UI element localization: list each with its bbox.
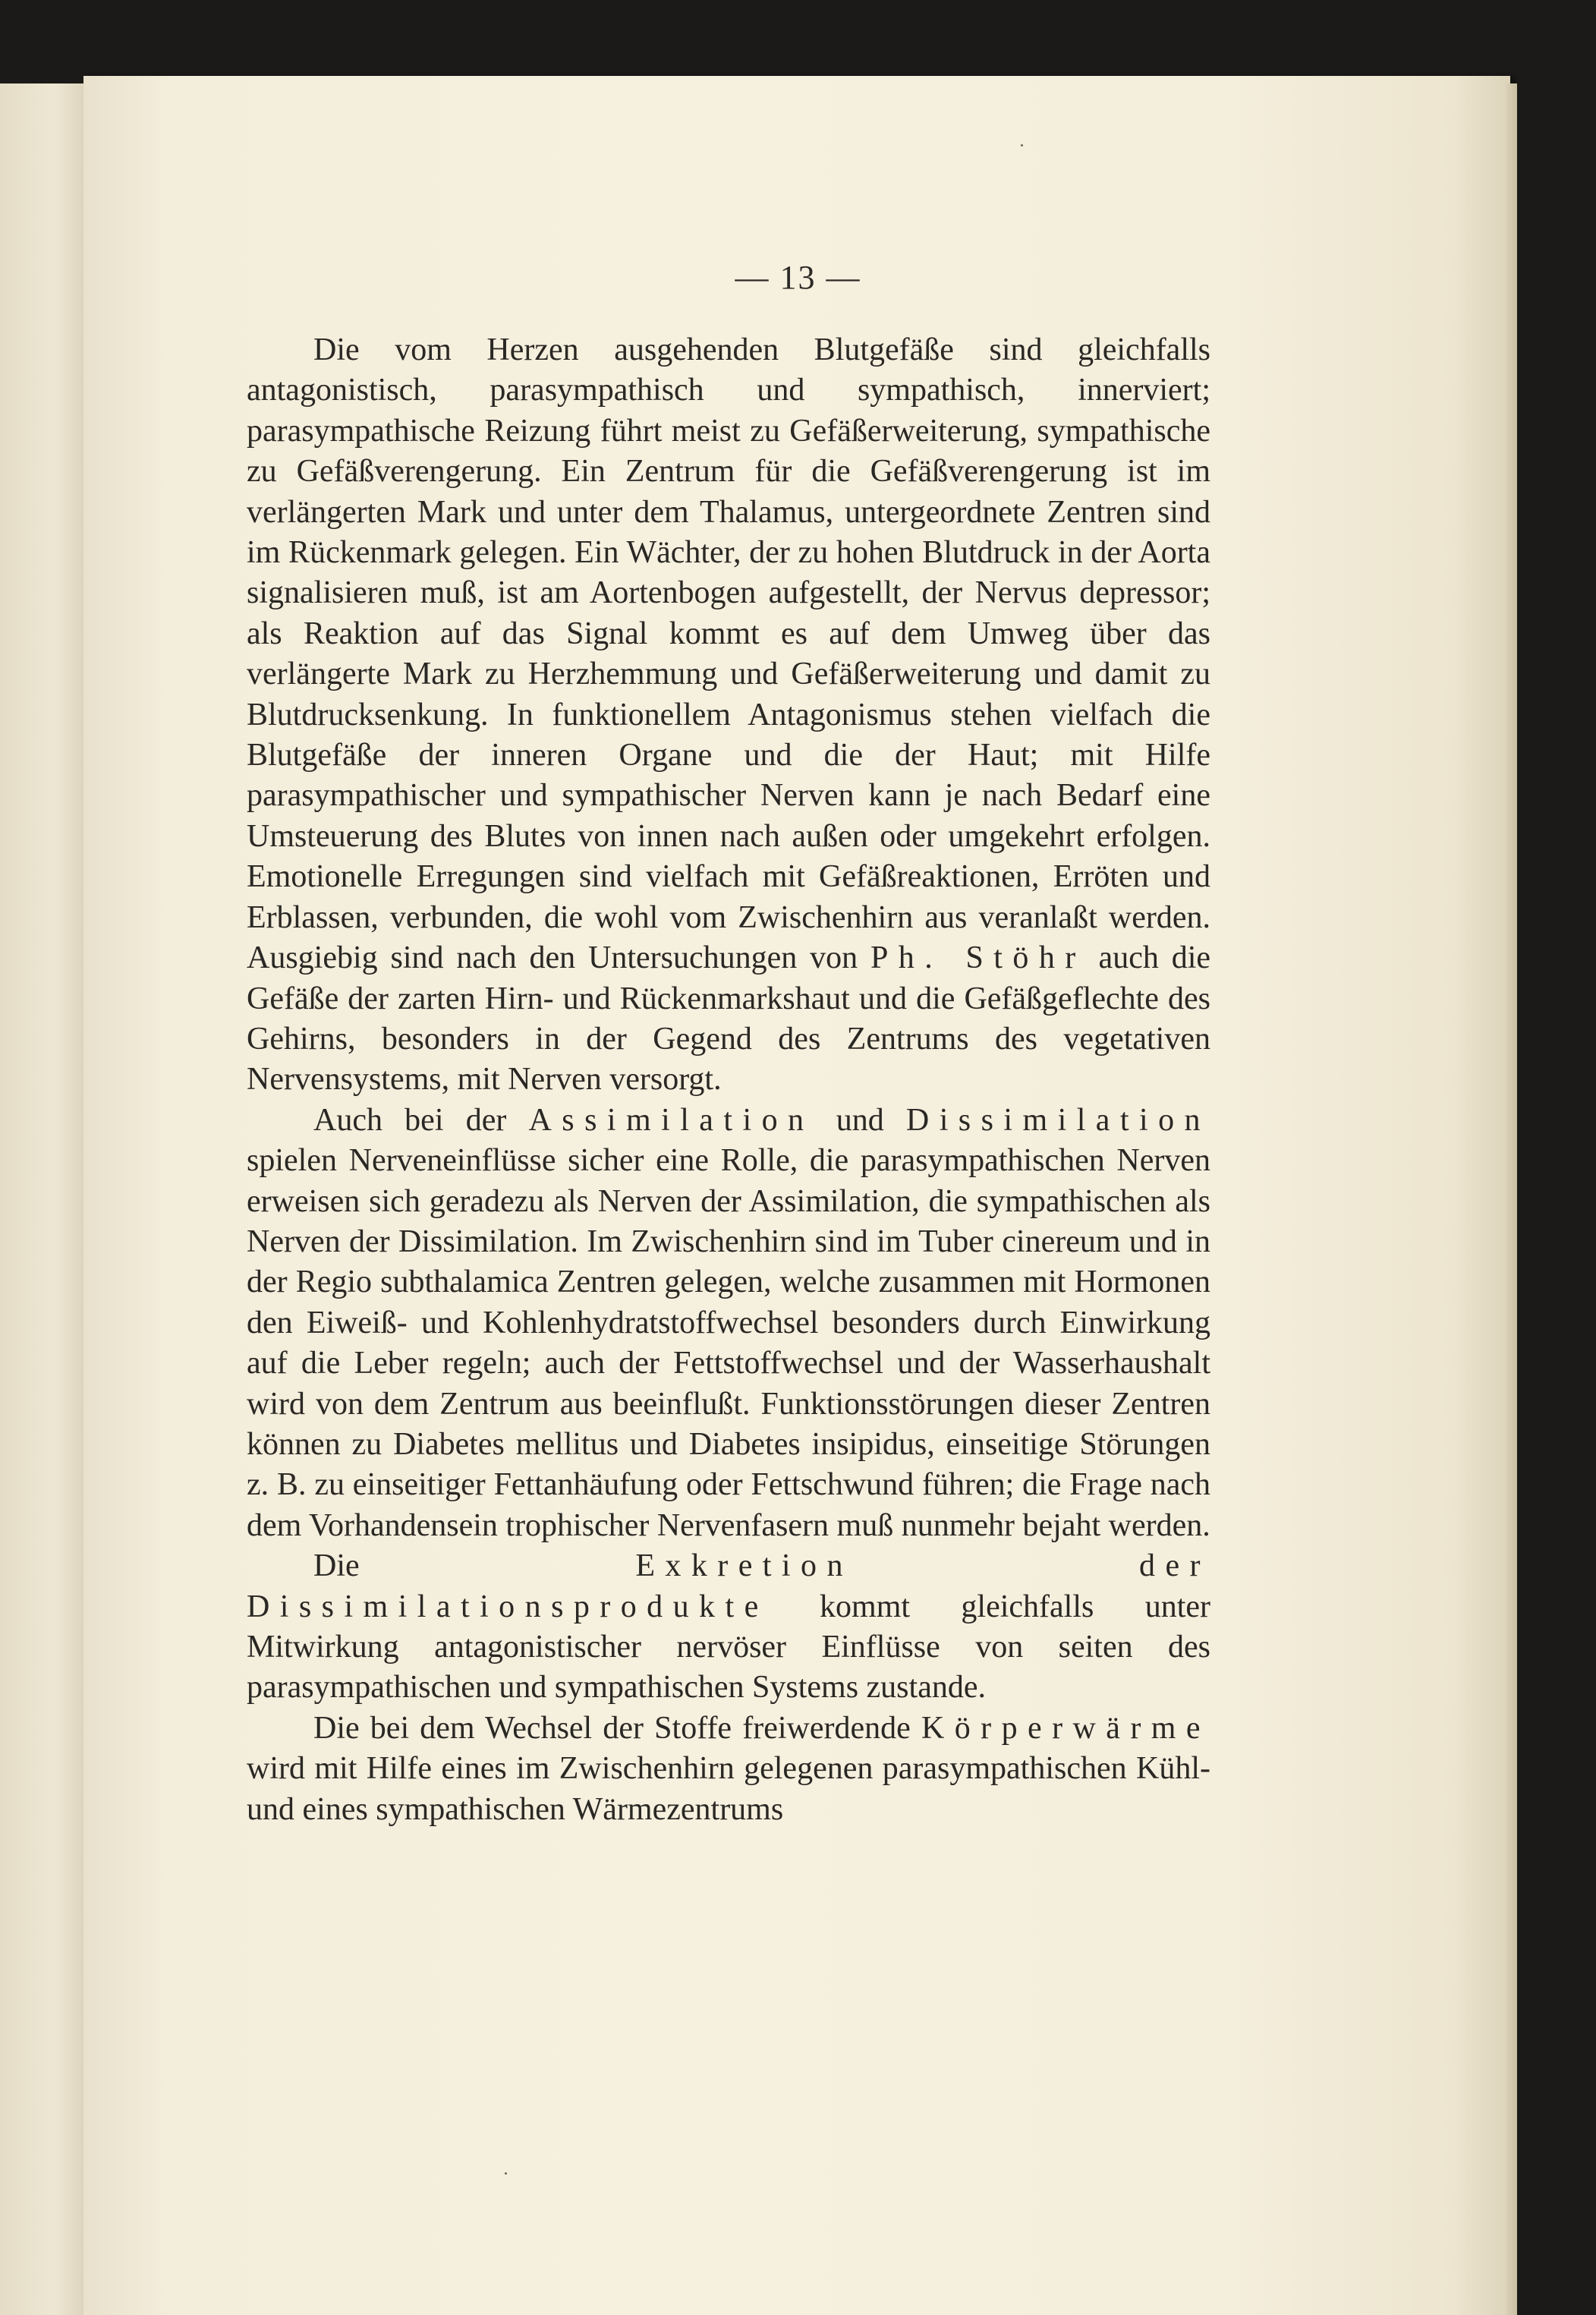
previous-page-edge <box>0 83 91 2315</box>
paragraph <box>247 330 1210 1101</box>
text-segment: Auch bei der <box>313 1102 529 1138</box>
text-segment: spielen Nerveneinflüsse sicher eine Rolle, die parasympathischen Nerven erweisen sich geradezu als Nerven der Assimilation, die sympathischen als Nerven der Dissimilation. Im Zwischenhirn sind im Tuber cinereum und in der Regio subthalamica Zentren gelegen, welche zusammen mit Hormonen den Eiweiß- und Kohlenhydratstoffwechsel besonders durch Einwirkung auf die Leber regeln; auch der Fettstoffwechsel und der Wasserhaushalt wird von dem Zentrum aus beeinflußt. Funktionsstörungen dieser Zentren können zu Diabetes mellitus und Diabetes insipidus, einseitige Störungen z. B. zu einseitiger Fettanhäufung oder Fettschwund führen; die Frage nach dem Vorhandensein trophischer Nervenfasern muß nunmehr bejaht werden. <box>247 1143 1210 1543</box>
spaced-emphasis: Assimilation <box>528 1102 814 1138</box>
paper-speck <box>505 2172 507 2175</box>
text-segment: und <box>814 1102 906 1138</box>
spaced-emphasis: Dissimilation <box>905 1102 1210 1138</box>
text-segment: Die <box>313 1548 636 1584</box>
paper-speck <box>1021 144 1023 146</box>
text-segment: wird mit Hilfe eines im Zwischenhirn gelegenen parasympathischen Kühl- und eines sympathischen Wärmezentrums <box>247 1751 1210 1827</box>
text-segment: Die bei dem Wechsel der Stoffe freiwerdende <box>313 1710 921 1746</box>
spaced-emphasis: Körperwärme <box>921 1710 1210 1746</box>
paragraph <box>247 1709 1210 1830</box>
paragraph <box>247 1101 1210 1546</box>
text-segment: Die vom Herzen ausgehenden Blutgefäße sind gleichfalls antagonistisch, parasympathisch und sympathisch, innerviert; parasympathische Reizung führt meist zu Gefäßerweiterung, sympathische zu Gefäßverengerung. Ein Zentrum für die Gefäßverengerung ist im verlängerten Mark und unter dem Thalamus, untergeordnete Zentren sind im Rückenmark gelegen. Ein Wächter, der zu hohen Blutdruck in der Aorta signalisieren muß, ist am Aortenbogen aufgestellt, der Nervus depressor; als Reaktion auf das Signal kommt es auf dem Umweg über das verlängerte Mark zu Herzhemmung und Gefäßerweiterung und damit zu Blutdrucksenkung. In funktionellem Antagonismus stehen vielfach die Blutgefäße der inneren Organe und die der Haut; mit Hilfe parasympathischer und sympathischer Nerven kann je nach Bedarf eine Umsteuerung des Blutes von innen nach außen oder umgekehrt erfolgen. Emotionelle Erregungen sind vielfach mit Gefäßreaktionen, Erröten und Erblassen, verbunden, die wohl vom Zwischenhirn aus veranlaßt werden. Ausgiebig sind nach den Untersuchungen von <box>247 332 1210 976</box>
text-segment: auch die Gefäße der zarten Hirn- und Rückenmarkshaut und die Gefäßgeflechte des Gehirns, besonders in der Gegend des Zentrums des vegetativen Nervensystems, mit Nerven versorgt. <box>247 940 1211 1098</box>
body-text <box>247 330 1210 1830</box>
page-number: — 13 — <box>735 259 861 296</box>
paragraph <box>247 1546 1210 1709</box>
spaced-emphasis: Exkretion der Dissimilationsprodukte <box>247 1548 1210 1624</box>
page-stack-edge <box>1506 83 1517 2315</box>
text-segment: kommt gleichfalls unter Mitwirkung antagonistischer nervöser Einflüsse von seiten des parasympathischen und sympathischen Systems zustande. <box>247 1589 1210 1706</box>
spaced-emphasis: Ph. Stöhr <box>870 940 1086 976</box>
